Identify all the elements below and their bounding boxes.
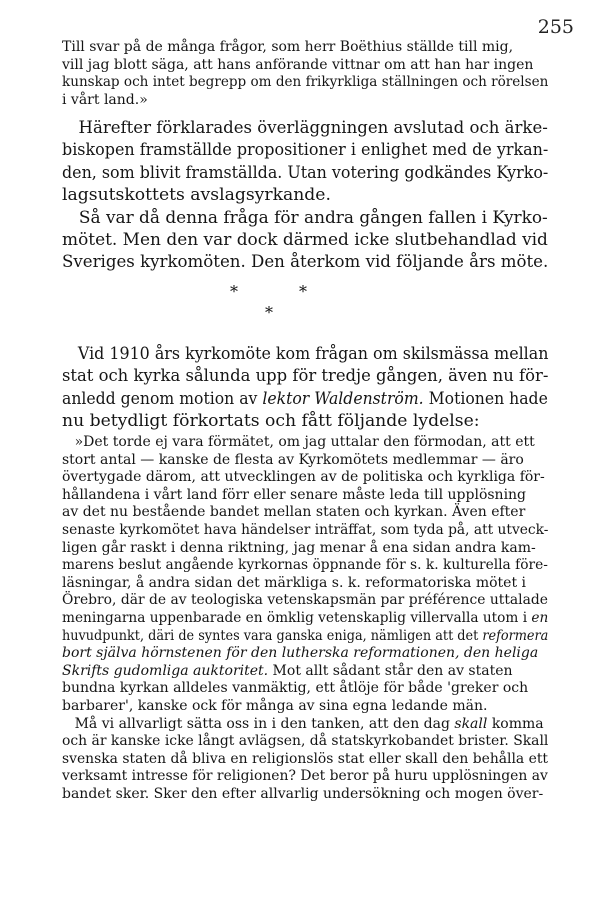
text-run: meningarna uppenbarade en ömklig vetenskaplig villervalla utom i [62,609,528,626]
text-line: mötet. Men den var dock därmed icke slutbehandlad vid [62,230,548,251]
page-number: 255 [537,16,574,38]
text-line: hållandena i vårt land förr eller senare måste leda till upplösning [62,486,527,503]
text-line: Sveriges kyrkomöten. Den återkom vid följande års möte. [62,252,549,273]
text-line: kunskap och intet begrepp om den frikyrkliga ställningen och rörelsen [62,74,549,91]
text-run: anledd genom motion av [62,388,263,409]
text-line: stort antal — kanske de flesta av Kyrkomötets medlemmar — äro [62,451,524,468]
text-run: komma [487,715,544,732]
text-line [62,609,549,628]
text-line [62,716,548,734]
italic-phrase: Skrifts gudomliga auktoritet. [62,662,269,679]
text-line: svenska staten då bliva en religionslös stat eller skall den behålla ett [62,750,548,767]
text-line: lagsutskottets avslagsyrkande. [62,185,331,206]
intro-paragraph [62,343,548,433]
text-line: Härefter förklarades överläggningen avslutad och ärke- [78,118,548,138]
text-run: Må vi allvarligt sätta oss in i den tanken, att den dag [74,715,455,732]
separator-asterisk: * [230,282,238,301]
text-line: Örebro, där de av teologiska vetenskapsmän par préférence uttalade [62,592,548,609]
motion-quote-block [62,434,548,803]
text-run: Mot allt sådant står den av staten [268,662,513,679]
text-line [62,388,548,410]
separator-asterisk: * [299,282,307,301]
text-line: nu betydligt förkortats och fått följande lydelse: [62,411,480,432]
text-line: senaste kyrkomötet hava händelser inträffat, som tyda på, att utveck- [62,521,549,538]
separator-asterisk: * [265,303,273,322]
italic-word: en [531,609,549,626]
text-line: övertygade därom, att utvecklingen av de politiska och kyrkliga för- [62,469,545,486]
text-line: verksamt intresse för religionen? Det beror på huru upplösningen av [62,768,548,785]
text-line: och är kanske icke långt avlägsen, då statskyrkobandet brister. Skall [62,733,549,750]
text-line: biskopen framställde propositioner i enlighet med de yrkan- [62,140,549,161]
text-line: marens beslut angående kyrkornas öppnande för s. k. kulturella före- [62,557,548,574]
italic-word: skall [454,715,488,732]
text-line: av det nu bestående bandet mellan staten och kyrkan. Även efter [62,504,526,521]
italic-name: lektor Waldenström. [262,388,424,409]
text-line: »Det torde ej vara förmätet, om jag uttalar den förmodan, att ett [74,434,535,450]
text-line: Vid 1910 års kyrkomöte kom frågan om skilsmässa mellan [77,344,549,364]
text-line [62,627,549,646]
text-line: bandet sker. Sker den efter allvarlig undersökning och mogen över- [62,785,544,802]
text-line: stat och kyrka sålunda upp för tredje gången, även nu för- [62,366,549,387]
text-line: den, som blivit framställda. Utan votering godkändes Kyrko- [62,162,549,183]
after-quote-paragraph [62,117,548,274]
text-line: barbarer', kanske ock för många av sina egna ledande män. [62,697,488,714]
text-line: ligen går raskt i denna riktning, jag menar å ena sidan andra kam- [62,539,536,556]
text-line: Så var då denna fråga för andra gången fallen i Kyrko- [78,207,548,228]
text-run: Motionen hade [423,388,548,409]
text-line: läsningar, å andra sidan det märkliga s. k. reformatoriska mötet i [62,574,526,591]
text-line: bundna kyrkan alldeles vanmäktig, ett åtlöje för både 'greker och [62,680,529,697]
text-line: Till svar på de många frågor, som herr Boëthius ställde till mig, [62,39,514,55]
text-line [62,663,548,681]
text-line: vill jag blott säga, att hans anförande vittnar om att han har ingen [62,56,534,73]
text-line: i vårt land.» [62,91,148,108]
quote-end-block [62,39,548,109]
italic-line: bort själva hörnstenen för den lutherska reformationen, den heliga [62,645,539,662]
text-run: huvudpunkt, däri de syntes vara ganska eniga, nämligen att det [62,627,479,644]
italic-word: reformera [482,627,549,644]
